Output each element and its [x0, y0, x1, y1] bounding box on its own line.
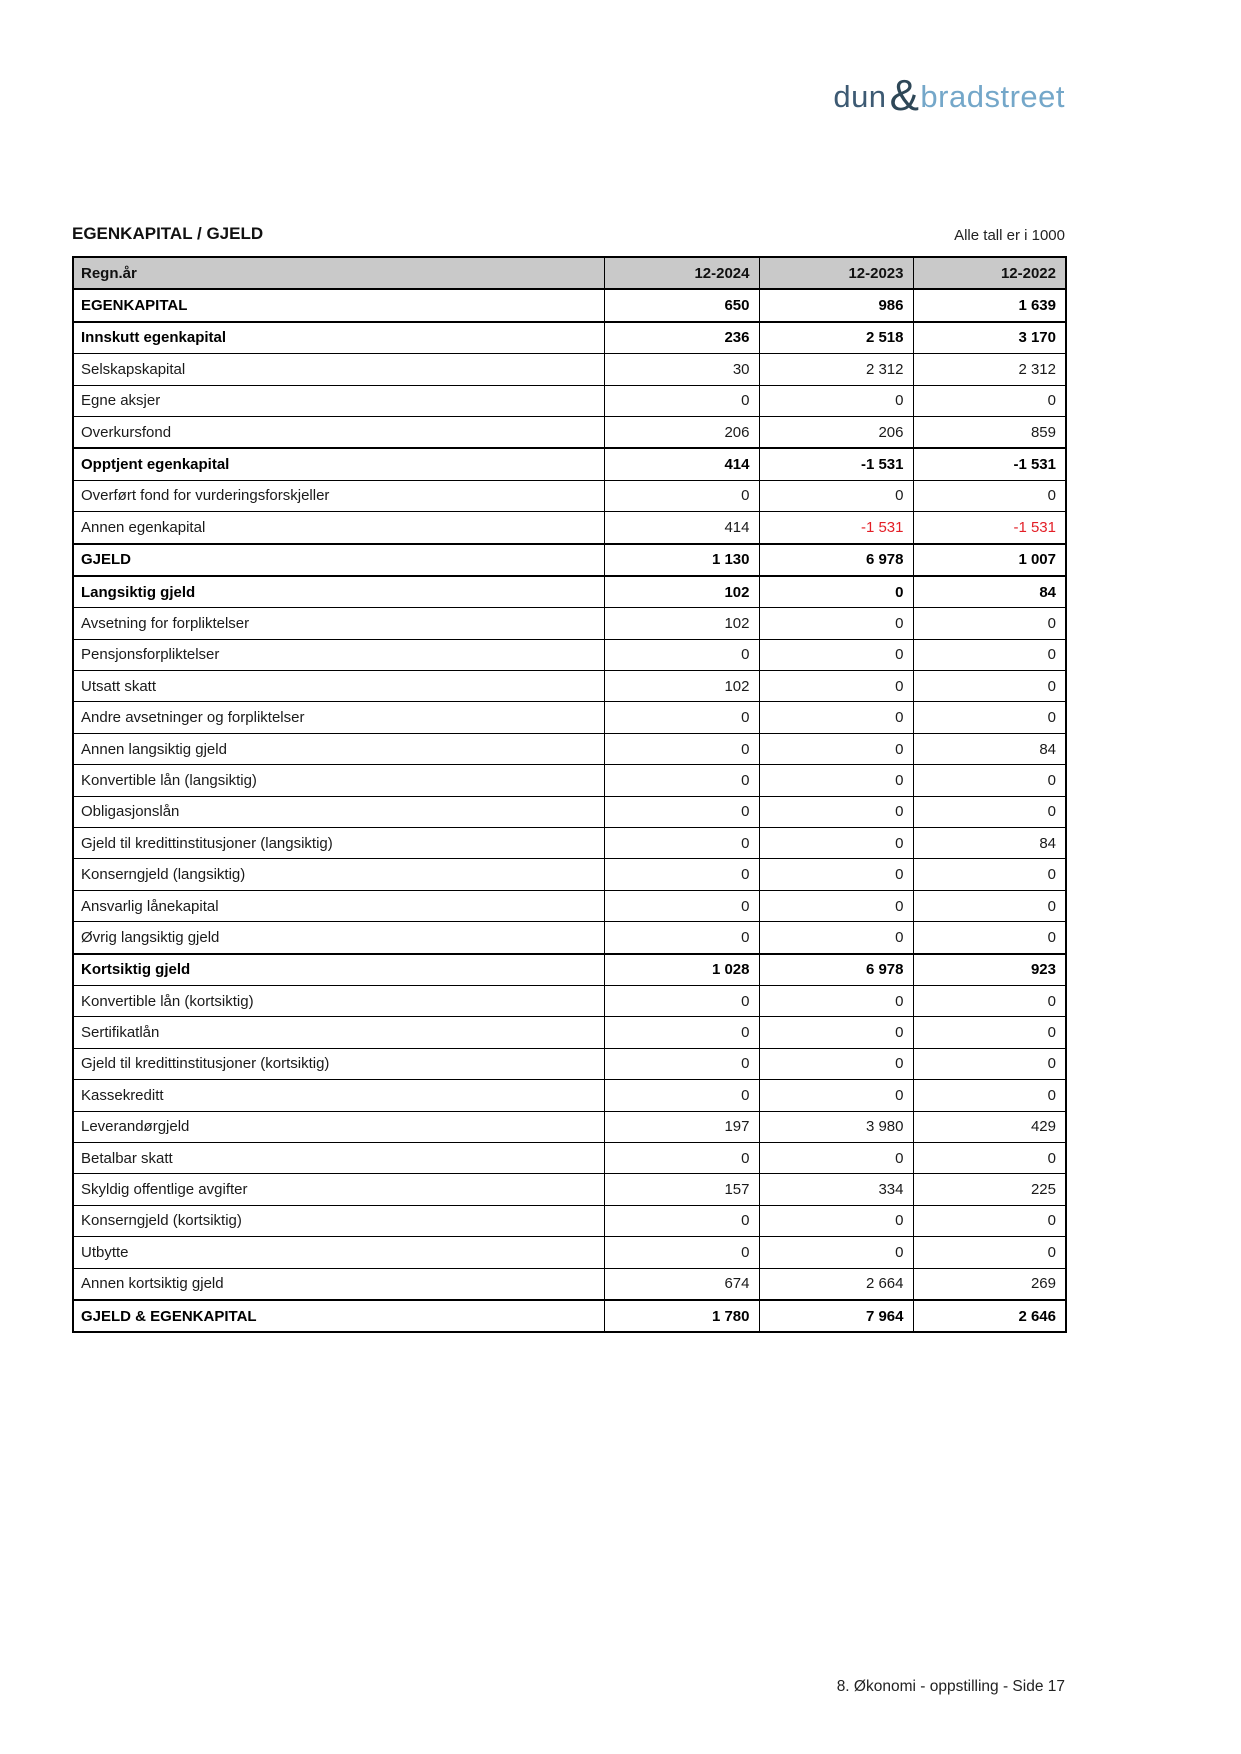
logo-text-bradstreet: bradstreet	[920, 79, 1065, 114]
row-label: Konserngjeld (langsiktig)	[73, 859, 604, 890]
value-cell: 0	[759, 1205, 913, 1236]
table-row	[73, 733, 1066, 764]
value-cell: 0	[913, 1205, 1066, 1236]
row-label: Konvertible lån (kortsiktig)	[73, 985, 604, 1016]
value-cell: 1 780	[604, 1300, 759, 1332]
row-label: Annen egenkapital	[73, 512, 604, 544]
value-cell: 986	[759, 289, 913, 321]
value-cell: 923	[913, 954, 1066, 986]
value-cell: 7 964	[759, 1300, 913, 1332]
page-footer: 8. Økonomi - oppstilling - Side 17	[836, 1678, 1065, 1695]
value-cell: 0	[604, 733, 759, 764]
table-row	[73, 859, 1066, 890]
value-cell: -1 531	[913, 448, 1066, 480]
table-row	[73, 576, 1066, 608]
value-cell: 0	[759, 1142, 913, 1173]
row-label: Kortsiktig gjeld	[73, 954, 604, 986]
value-cell: 84	[913, 733, 1066, 764]
value-cell: 0	[913, 890, 1066, 921]
value-cell: 0	[604, 1017, 759, 1048]
balance-sheet-table	[72, 256, 1067, 1333]
value-cell: 0	[759, 985, 913, 1016]
table-row	[73, 416, 1066, 448]
value-cell: 206	[759, 416, 913, 448]
table-row	[73, 985, 1066, 1016]
value-cell: 2 518	[759, 322, 913, 354]
value-cell: -1 531	[759, 512, 913, 544]
section-title: EGENKAPITAL / GJELD	[72, 224, 264, 243]
table-row	[73, 385, 1066, 416]
value-cell: 0	[759, 639, 913, 670]
value-cell: 0	[913, 385, 1066, 416]
column-header-12-2022: 12-2022	[913, 257, 1066, 289]
value-cell: 269	[913, 1268, 1066, 1300]
value-cell: 0	[759, 671, 913, 702]
value-cell: 0	[759, 1048, 913, 1079]
table-row	[73, 480, 1066, 511]
logo-text-dun: dun	[833, 79, 887, 114]
table-title-bar	[72, 224, 1065, 244]
table-row	[73, 1080, 1066, 1111]
value-cell: -1 531	[913, 512, 1066, 544]
table-row	[73, 639, 1066, 670]
row-label: Øvrig langsiktig gjeld	[73, 922, 604, 954]
value-cell: 0	[604, 1237, 759, 1268]
value-cell: 3 980	[759, 1111, 913, 1142]
value-cell: 6 978	[759, 544, 913, 576]
table-row	[73, 1300, 1066, 1332]
value-cell: 84	[913, 576, 1066, 608]
value-cell: 414	[604, 448, 759, 480]
value-cell: 2 664	[759, 1268, 913, 1300]
row-label: Langsiktig gjeld	[73, 576, 604, 608]
table-row	[73, 890, 1066, 921]
value-cell: 0	[604, 985, 759, 1016]
table-row	[73, 322, 1066, 354]
table-row	[73, 1268, 1066, 1300]
value-cell: 0	[913, 922, 1066, 954]
table-row	[73, 1111, 1066, 1142]
row-label: Konvertible lån (langsiktig)	[73, 765, 604, 796]
table-row	[73, 796, 1066, 827]
value-cell: -1 531	[759, 448, 913, 480]
table-row	[73, 354, 1066, 385]
value-cell: 1 130	[604, 544, 759, 576]
row-label: GJELD	[73, 544, 604, 576]
value-cell: 2 646	[913, 1300, 1066, 1332]
row-label: Ansvarlig lånekapital	[73, 890, 604, 921]
table-row	[73, 922, 1066, 954]
value-cell: 1 639	[913, 289, 1066, 321]
value-cell: 0	[604, 890, 759, 921]
value-cell: 0	[604, 922, 759, 954]
value-cell: 0	[759, 733, 913, 764]
value-cell: 102	[604, 576, 759, 608]
column-header-12-2024: 12-2024	[604, 257, 759, 289]
value-cell: 0	[913, 859, 1066, 890]
row-label: Gjeld til kredittinstitusjoner (langsiktig)	[73, 828, 604, 859]
value-cell: 0	[913, 985, 1066, 1016]
value-cell: 0	[913, 1142, 1066, 1173]
value-cell: 0	[759, 608, 913, 639]
row-label: Obligasjonslån	[73, 796, 604, 827]
table-row	[73, 544, 1066, 576]
value-cell: 0	[759, 702, 913, 733]
value-cell: 0	[604, 1048, 759, 1079]
value-cell: 206	[604, 416, 759, 448]
value-cell: 197	[604, 1111, 759, 1142]
value-cell: 0	[759, 576, 913, 608]
value-cell: 84	[913, 828, 1066, 859]
value-cell: 0	[913, 1080, 1066, 1111]
value-cell: 0	[759, 385, 913, 416]
value-cell: 0	[604, 1080, 759, 1111]
row-label: Innskutt egenkapital	[73, 322, 604, 354]
value-cell: 30	[604, 354, 759, 385]
row-label: Overført fond for vurderingsforskjeller	[73, 480, 604, 511]
table-row	[73, 1142, 1066, 1173]
row-label: Sertifikatlån	[73, 1017, 604, 1048]
table-row	[73, 954, 1066, 986]
table-row	[73, 1017, 1066, 1048]
table-header-row	[73, 257, 1066, 289]
value-cell: 0	[759, 1080, 913, 1111]
table-row	[73, 448, 1066, 480]
table-row	[73, 512, 1066, 544]
row-label: Opptjent egenkapital	[73, 448, 604, 480]
value-cell: 0	[913, 1017, 1066, 1048]
value-cell: 0	[604, 765, 759, 796]
value-cell: 0	[759, 765, 913, 796]
value-cell: 0	[759, 890, 913, 921]
row-label: Utsatt skatt	[73, 671, 604, 702]
row-label: GJELD & EGENKAPITAL	[73, 1300, 604, 1332]
value-cell: 414	[604, 512, 759, 544]
row-label: Konserngjeld (kortsiktig)	[73, 1205, 604, 1236]
table-row	[73, 671, 1066, 702]
table-row	[73, 289, 1066, 321]
table-row	[73, 765, 1066, 796]
value-cell: 0	[604, 385, 759, 416]
column-header-regnar: Regn.år	[73, 257, 604, 289]
units-note: Alle tall er i 1000	[954, 227, 1065, 244]
column-header-12-2023: 12-2023	[759, 257, 913, 289]
value-cell: 429	[913, 1111, 1066, 1142]
row-label: EGENKAPITAL	[73, 289, 604, 321]
value-cell: 0	[913, 1237, 1066, 1268]
value-cell: 6 978	[759, 954, 913, 986]
value-cell: 102	[604, 671, 759, 702]
row-label: Utbytte	[73, 1237, 604, 1268]
value-cell: 0	[913, 796, 1066, 827]
value-cell: 0	[913, 639, 1066, 670]
value-cell: 0	[913, 671, 1066, 702]
value-cell: 1 007	[913, 544, 1066, 576]
table-row	[73, 1048, 1066, 1079]
logo-ampersand-icon: &	[889, 71, 920, 120]
value-cell: 0	[759, 480, 913, 511]
value-cell: 674	[604, 1268, 759, 1300]
row-label: Betalbar skatt	[73, 1142, 604, 1173]
value-cell: 0	[604, 702, 759, 733]
value-cell: 334	[759, 1174, 913, 1205]
row-label: Egne aksjer	[73, 385, 604, 416]
table-row	[73, 608, 1066, 639]
value-cell: 2 312	[913, 354, 1066, 385]
value-cell: 0	[604, 639, 759, 670]
value-cell: 0	[759, 1237, 913, 1268]
table-row	[73, 1174, 1066, 1205]
row-label: Skyldig offentlige avgifter	[73, 1174, 604, 1205]
row-label: Annen kortsiktig gjeld	[73, 1268, 604, 1300]
value-cell: 3 170	[913, 322, 1066, 354]
value-cell: 0	[604, 1205, 759, 1236]
value-cell: 0	[604, 1142, 759, 1173]
value-cell: 0	[604, 828, 759, 859]
value-cell: 650	[604, 289, 759, 321]
value-cell: 0	[604, 796, 759, 827]
row-label: Leverandørgjeld	[73, 1111, 604, 1142]
value-cell: 0	[759, 1017, 913, 1048]
value-cell: 0	[604, 859, 759, 890]
row-label: Overkursfond	[73, 416, 604, 448]
table-row	[73, 1237, 1066, 1268]
value-cell: 0	[604, 480, 759, 511]
row-label: Gjeld til kredittinstitusjoner (kortsiktig)	[73, 1048, 604, 1079]
row-label: Avsetning for forpliktelser	[73, 608, 604, 639]
value-cell: 0	[759, 859, 913, 890]
table-row	[73, 1205, 1066, 1236]
value-cell: 0	[759, 796, 913, 827]
value-cell: 0	[759, 828, 913, 859]
value-cell: 0	[913, 1048, 1066, 1079]
value-cell: 0	[913, 608, 1066, 639]
value-cell: 1 028	[604, 954, 759, 986]
value-cell: 0	[913, 765, 1066, 796]
value-cell: 157	[604, 1174, 759, 1205]
table-row	[73, 702, 1066, 733]
row-label: Annen langsiktig gjeld	[73, 733, 604, 764]
value-cell: 0	[759, 922, 913, 954]
row-label: Selskapskapital	[73, 354, 604, 385]
value-cell: 225	[913, 1174, 1066, 1205]
row-label: Kassekreditt	[73, 1080, 604, 1111]
value-cell: 0	[913, 702, 1066, 733]
value-cell: 0	[913, 480, 1066, 511]
dun-bradstreet-logo	[833, 70, 1065, 120]
table-row	[73, 828, 1066, 859]
value-cell: 102	[604, 608, 759, 639]
row-label: Andre avsetninger og forpliktelser	[73, 702, 604, 733]
value-cell: 859	[913, 416, 1066, 448]
value-cell: 2 312	[759, 354, 913, 385]
row-label: Pensjonsforpliktelser	[73, 639, 604, 670]
value-cell: 236	[604, 322, 759, 354]
